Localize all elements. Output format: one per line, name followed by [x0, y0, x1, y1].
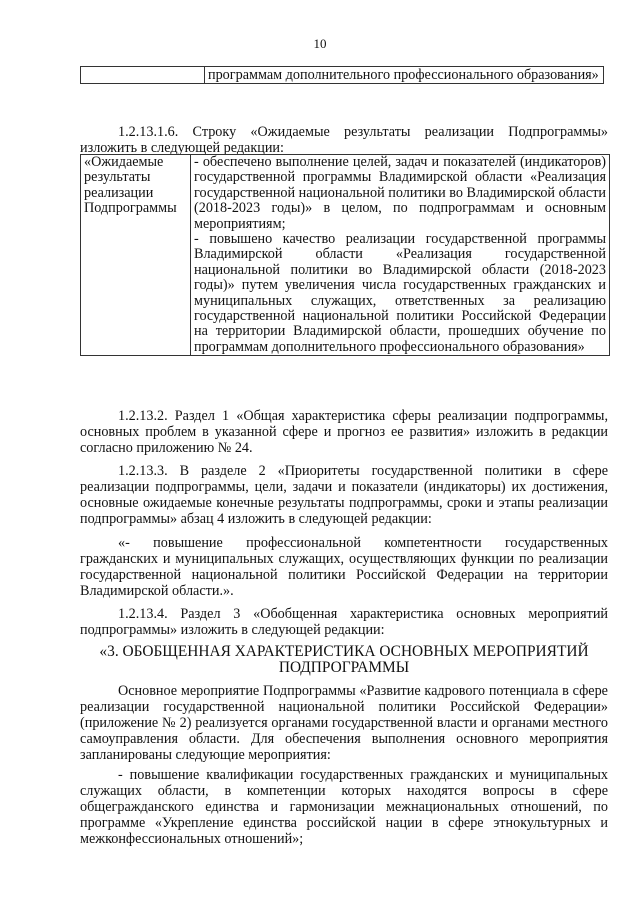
paragraph-1-2-13-1-6: 1.2.13.1.6. Строку «Ожидаемые результаты реализации Подпрограммы» изложить в следующей редакции:	[80, 124, 608, 156]
table-top-continuation	[80, 66, 604, 84]
section-heading	[80, 644, 608, 676]
heading-line-2: ПОДПРОГРАММЫ	[278, 659, 410, 676]
paragraph-1-2-13-2: 1.2.13.2. Раздел 1 «Общая характеристика сферы реализации подпрограммы, основных проблем в указанной сфере и прогноз ее развития» изложить в редакции согласно приложению № 24.	[80, 408, 608, 456]
page-number: 10	[313, 36, 327, 51]
paragraph-main-event: Основное мероприятие Подпрограммы «Развитие кадрового потенциала в сфере реализации государственной национальной политики Российской Федерации» (приложение № 2) реализуется органами государственной власти и органами местного самоуправления области. Для обеспечения выполнения основного мероприятия запланированы следующие мероприятия:	[80, 683, 608, 763]
table-cell-content	[191, 155, 610, 356]
paragraph-list-item: - повышение квалификации государственных гражданских и муниципальных служащих области, в компетенции которых находятся вопросы в сфере общегражданского единства и гармонизации межнациональных отношений, по программе «Укрепление единства российской нации в сфере этнокультурных и межконфессиональных отношений»;	[80, 767, 608, 847]
table-cell-right: программам дополнительного профессионального образования»	[205, 67, 604, 84]
table-cell-left	[81, 67, 205, 84]
heading-line-1: «3. ОБОБЩЕННАЯ ХАРАКТЕРИСТИКА ОСНОВНЫХ МЕРОПРИЯТИЙ	[99, 643, 589, 660]
table-expected-results	[80, 154, 610, 356]
paragraph-1-2-13-4: 1.2.13.4. Раздел 3 «Обобщенная характеристика основных мероприятий подпрограммы» изложить в следующей редакции:	[80, 606, 608, 638]
table-cell-label: «Ожидаемые результаты реализации Подпрограммы	[81, 155, 191, 356]
table-row	[81, 155, 610, 356]
table-row	[81, 67, 604, 84]
results-item-2: - повышено качество реализации государственной программы Владимирской области «Реализация государственной национальной политики во Владимирской области (2018-2023 годы)» путем увеличения числа государственных гражданских и муниципальных служащих, ответственных за реализацию государственной национальной политики Российской Федерации на территории Владимирской области, прошедших обучение по программам дополнительного профессионального образования»	[194, 231, 606, 355]
paragraph-1-2-13-3: 1.2.13.3. В разделе 2 «Приоритеты государственной политики в сфере реализации подпрограммы, цели, задачи и показатели (индикаторы) их достижения, основные ожидаемые конечные результаты подпрограммы, сроки и этапы реализации подпрограммы» абзац 4 изложить в следующей редакции:	[80, 463, 608, 527]
results-item-1: - обеспечено выполнение целей, задач и показателей (индикаторов) государственной программы Владимирской области «Реализация государственной национальной политики во Владимирской области (2018-2023 годы)» в целом, по подпрограммам и основным мероприятиям;	[194, 154, 606, 232]
paragraph-quote: «- повышение профессиональной компетентности государственных гражданских и муниципальных служащих, осуществляющих функции по реализации государственной национальной политики Российской Федерации на территории Владимирской области.».	[80, 535, 608, 599]
